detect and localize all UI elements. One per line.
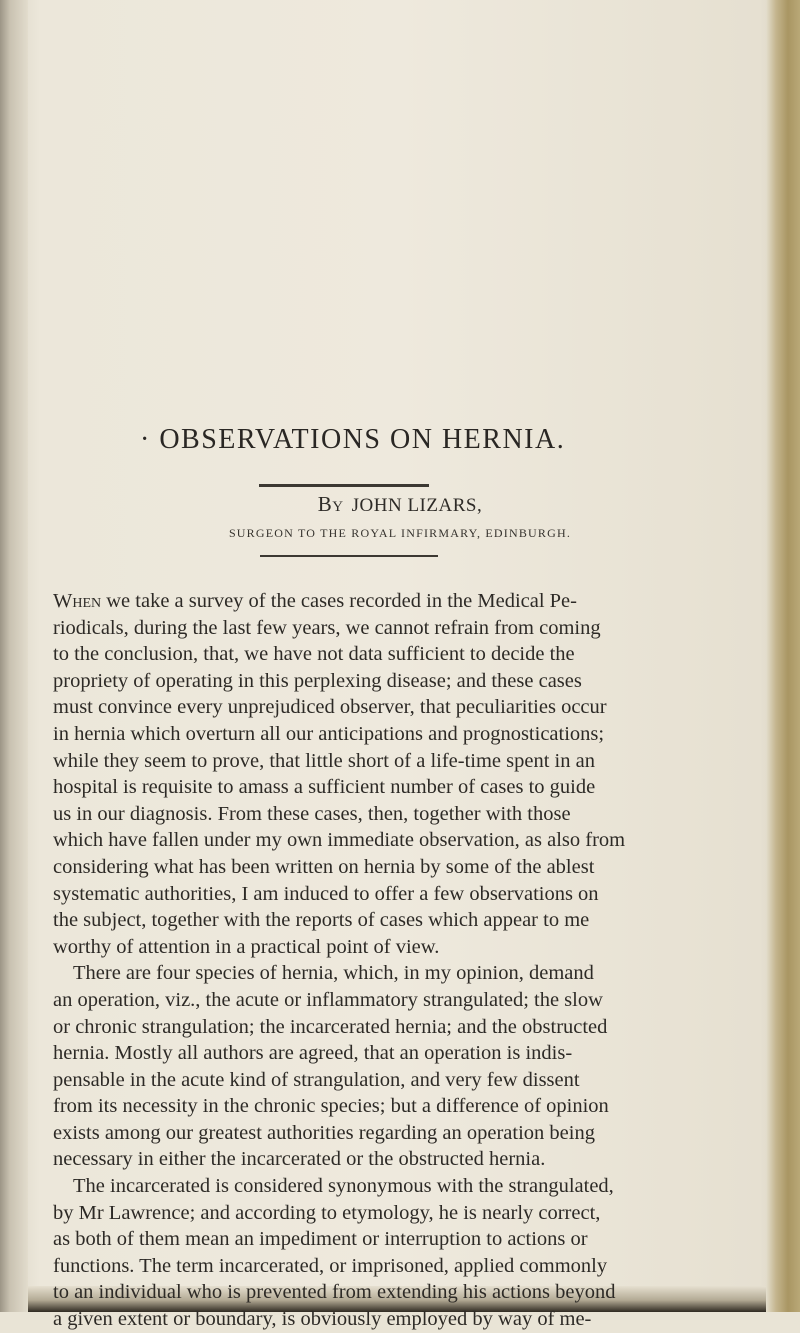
text-line: the subject, together with the reports of cases which appear to me: [53, 909, 590, 932]
byline: [0, 492, 800, 517]
text-line: a given extent or boundary, is obviously employed by way of me-: [53, 1308, 592, 1331]
text-line: systematic authorities, I am induced to offer a few observations on: [53, 882, 599, 905]
text-line: to an individual who is prevented from extending his actions beyond: [53, 1281, 616, 1304]
paragraph-start-line: There are four species of hernia, which, in my opinion, demand: [73, 962, 594, 985]
text-line: which have fallen under my own immediate observation, as also from: [53, 829, 626, 852]
text-line: pensable in the acute kind of strangulation, and very few dissent: [53, 1068, 580, 1091]
text-line: exists among our greatest authorities regarding an operation being: [53, 1121, 595, 1144]
author-name: JOHN LIZARS,: [351, 495, 483, 516]
text-line: while they seem to prove, that little short of a life-time spent in an: [53, 749, 595, 772]
text-line: riodicals, during the last few years, we cannot refrain from coming: [53, 616, 601, 639]
author-affiliation: SURGEON TO THE ROYAL INFIRMARY, EDINBURGH.: [228, 526, 572, 540]
text-line: to the conclusion, that, we have not data sufficient to decide the: [53, 643, 575, 666]
text-line: necessary in either the incarcerated or the obstructed hernia.: [53, 1148, 546, 1171]
text-line: hospital is requisite to amass a sufficient number of cases to guide: [53, 776, 596, 799]
binding-shadow: [0, 0, 28, 1312]
byline-rule: [260, 555, 438, 557]
text-line: or chronic strangulation; the incarcerated hernia; and the obstructed: [53, 1015, 608, 1038]
text-line: an operation, viz., the acute or inflammatory strangulated; the slow: [53, 988, 603, 1011]
text-line: functions. The term incarcerated, or imprisoned, applied commonly: [53, 1254, 608, 1277]
text-line: considering what has been written on hernia by some of the ablest: [53, 855, 595, 878]
page-edge: [766, 0, 800, 1312]
text-line: as both of them mean an impediment or interruption to actions or: [53, 1228, 588, 1251]
text-line: us in our diagnosis. From these cases, then, together with those: [53, 802, 571, 825]
text-line: by Mr Lawrence; and according to etymology, he is nearly correct,: [53, 1201, 601, 1224]
byline-prefix: By: [317, 492, 344, 516]
text-line: hernia. Mostly all authors are agreed, that an operation is indis-: [53, 1042, 573, 1065]
text-line: propriety of operating in this perplexing disease; and these cases: [53, 669, 582, 692]
body-text: [53, 588, 768, 1333]
text-line: worthy of attention in a practical point of view.: [53, 935, 440, 958]
text-line: When we take a survey of the cases recorded in the Medical Pe-: [53, 590, 577, 612]
text-line: must convince every unprejudiced observer, that peculiarities occur: [53, 696, 607, 719]
opening-word: When: [53, 590, 102, 612]
paragraph-start-line: The incarcerated is considered synonymous with the strangulated,: [73, 1175, 614, 1198]
text-line: in hernia which overturn all our anticipations and prognostications;: [53, 722, 605, 745]
title-rule: [259, 484, 429, 487]
text-line: from its necessity in the chronic species; but a difference of opinion: [53, 1095, 609, 1118]
chapter-title: · OBSERVATIONS ON HERNIA.: [140, 424, 566, 455]
